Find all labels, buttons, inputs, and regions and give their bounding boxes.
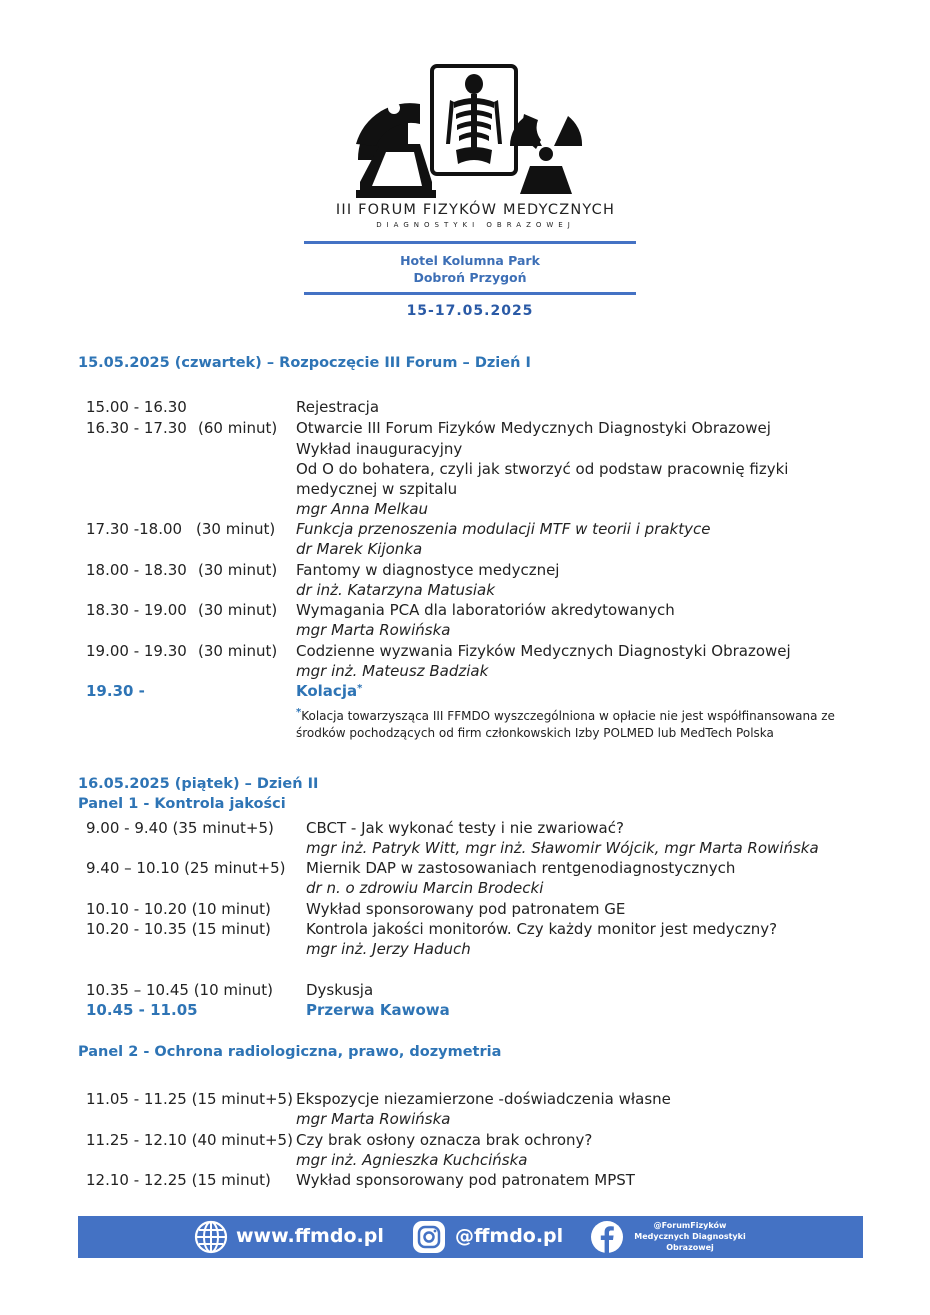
session-title: CBCT - Jak wykonać testy i nie zwariować? xyxy=(306,819,624,837)
schedule-time: 19.00 - 19.30 xyxy=(86,642,187,660)
session-title: Rejestracja xyxy=(296,398,380,416)
venue-place: Dobroń Przygoń xyxy=(413,270,527,285)
speaker-name: dr inż. Katarzyna Matusiak xyxy=(296,581,495,599)
session-title: Wykład inauguracyjny xyxy=(296,440,463,458)
schedule-time: 9.40 – 10.10 (25 minut+5) xyxy=(86,859,286,877)
session-title: Funkcja przenoszenia modulacji MTF w teorii i praktyce xyxy=(296,520,711,538)
dinner-footnote: *Kolacja towarzysząca III FFMDO wyszczególniona w opłacie nie jest współfinansowana ze środków pochodzących od firm członkowskich Izby POLMED lub MedTech Polska xyxy=(296,707,835,740)
day2-heading: 16.05.2025 (piątek) – Dzień II xyxy=(78,776,319,792)
facebook-icon xyxy=(590,1220,624,1254)
session-title: Ekspozycje niezamierzone -doświadczenia własne xyxy=(296,1090,671,1108)
divider-bottom xyxy=(304,292,636,295)
dinner-title: Kolacja* xyxy=(296,682,363,700)
schedule-time: 18.00 - 18.30 xyxy=(86,561,187,579)
session-duration: (30 minut) xyxy=(196,520,276,538)
session-title: Codzienne wyzwania Fizyków Medycznych Diagnostyki Obrazowej xyxy=(296,642,791,660)
instagram-link[interactable]: @ffmdo.pl xyxy=(455,1225,564,1247)
speaker-name: mgr Marta Rowińska xyxy=(296,621,451,639)
schedule-time: 10.45 - 11.05 xyxy=(86,1001,198,1019)
session-duration: (60 minut) xyxy=(198,419,278,437)
session-title: Czy brak osłony oznacza brak ochrony? xyxy=(296,1131,593,1149)
forum-logo xyxy=(350,64,590,200)
session-title: Wymagania PCA dla laboratoriów akredytowanych xyxy=(296,601,675,619)
panel2-heading: Panel 2 - Ochrona radiologiczna, prawo, dozymetria xyxy=(78,1044,502,1060)
divider-top xyxy=(304,241,636,244)
schedule-time: 10.10 - 10.20 (10 minut) xyxy=(86,900,271,918)
session-duration: (30 minut) xyxy=(198,601,278,619)
forum-subtitle: DIAGNOSTYKI OBRAZOWEJ xyxy=(376,221,575,229)
day1-heading: 15.05.2025 (czwartek) – Rozpoczęcie III Forum – Dzień I xyxy=(78,355,531,371)
session-title: Otwarcie III Forum Fizyków Medycznych Diagnostyki Obrazowej xyxy=(296,419,771,437)
session-title: Od O do bohatera, czyli jak stworzyć od podstaw pracownię fizyki xyxy=(296,460,789,478)
session-title: Kontrola jakości monitorów. Czy każdy monitor jest medyczny? xyxy=(306,920,778,938)
venue-name: Hotel Kolumna Park xyxy=(400,253,540,268)
speaker-name: mgr Marta Rowińska xyxy=(296,1110,451,1128)
schedule-time: 15.00 - 16.30 xyxy=(86,398,187,416)
speaker-name: dr Marek Kijonka xyxy=(296,540,423,558)
schedule-time: 10.35 – 10.45 (10 minut) xyxy=(86,981,273,999)
schedule-time: 10.20 - 10.35 (15 minut) xyxy=(86,920,271,938)
session-title: Dyskusja xyxy=(306,981,374,999)
globe-icon xyxy=(194,1220,228,1254)
coffee-break: Przerwa Kawowa xyxy=(306,1001,450,1019)
session-title: Wykład sponsorowany pod patronatem MPST xyxy=(296,1171,635,1189)
speaker-name: mgr inż. Jerzy Haduch xyxy=(306,940,471,958)
speaker-name: dr n. o zdrowiu Marcin Brodecki xyxy=(306,879,544,897)
schedule-time: 11.25 - 12.10 (40 minut+5) xyxy=(86,1131,293,1149)
schedule-time: 17.30 -18.00 xyxy=(86,520,183,538)
schedule-time: 9.00 - 9.40 (35 minut+5) xyxy=(86,819,274,837)
schedule-time: 11.05 - 11.25 (15 minut+5) xyxy=(86,1090,293,1108)
session-title: Fantomy w diagnostyce medycznej xyxy=(296,561,560,579)
speaker-name: mgr inż. Agnieszka Kuchcińska xyxy=(296,1151,528,1169)
ct-scanner-icon xyxy=(356,102,436,198)
session-title: Wykład sponsorowany pod patronatem GE xyxy=(306,900,626,918)
speaker-name: mgr Anna Melkau xyxy=(296,500,429,518)
schedule-time: 12.10 - 12.25 (15 minut) xyxy=(86,1171,271,1189)
session-title: Miernik DAP w zastosowaniach rentgenodiagnostycznych xyxy=(306,859,736,877)
schedule-time: 16.30 - 17.30 xyxy=(86,419,187,437)
forum-title: III FORUM FIZYKÓW MEDYCZNYCH xyxy=(335,202,616,218)
footer-bar xyxy=(78,1216,863,1258)
event-dates: 15-17.05.2025 xyxy=(406,303,534,319)
session-title: medycznej w szpitalu xyxy=(296,480,458,498)
speaker-name: mgr inż. Mateusz Badziak xyxy=(296,662,489,680)
instagram-icon xyxy=(412,1220,446,1254)
radiation-icon xyxy=(510,114,582,194)
speaker-name: mgr inż. Patryk Witt, mgr inż. Sławomir Wójcik, mgr Marta Rowińska xyxy=(306,839,819,857)
schedule-time: 18.30 - 19.00 xyxy=(86,601,187,619)
session-duration: (30 minut) xyxy=(198,642,278,660)
facebook-link[interactable]: @ForumFizyków Medycznych Diagnostyki Obrazowej xyxy=(634,1221,746,1252)
session-duration: (30 minut) xyxy=(198,561,278,579)
website-link[interactable]: www.ffmdo.pl xyxy=(236,1225,384,1247)
panel1-heading: Panel 1 - Kontrola jakości xyxy=(78,796,286,812)
xray-panel-icon xyxy=(432,66,516,174)
schedule-time: 19.30 - xyxy=(86,682,145,700)
